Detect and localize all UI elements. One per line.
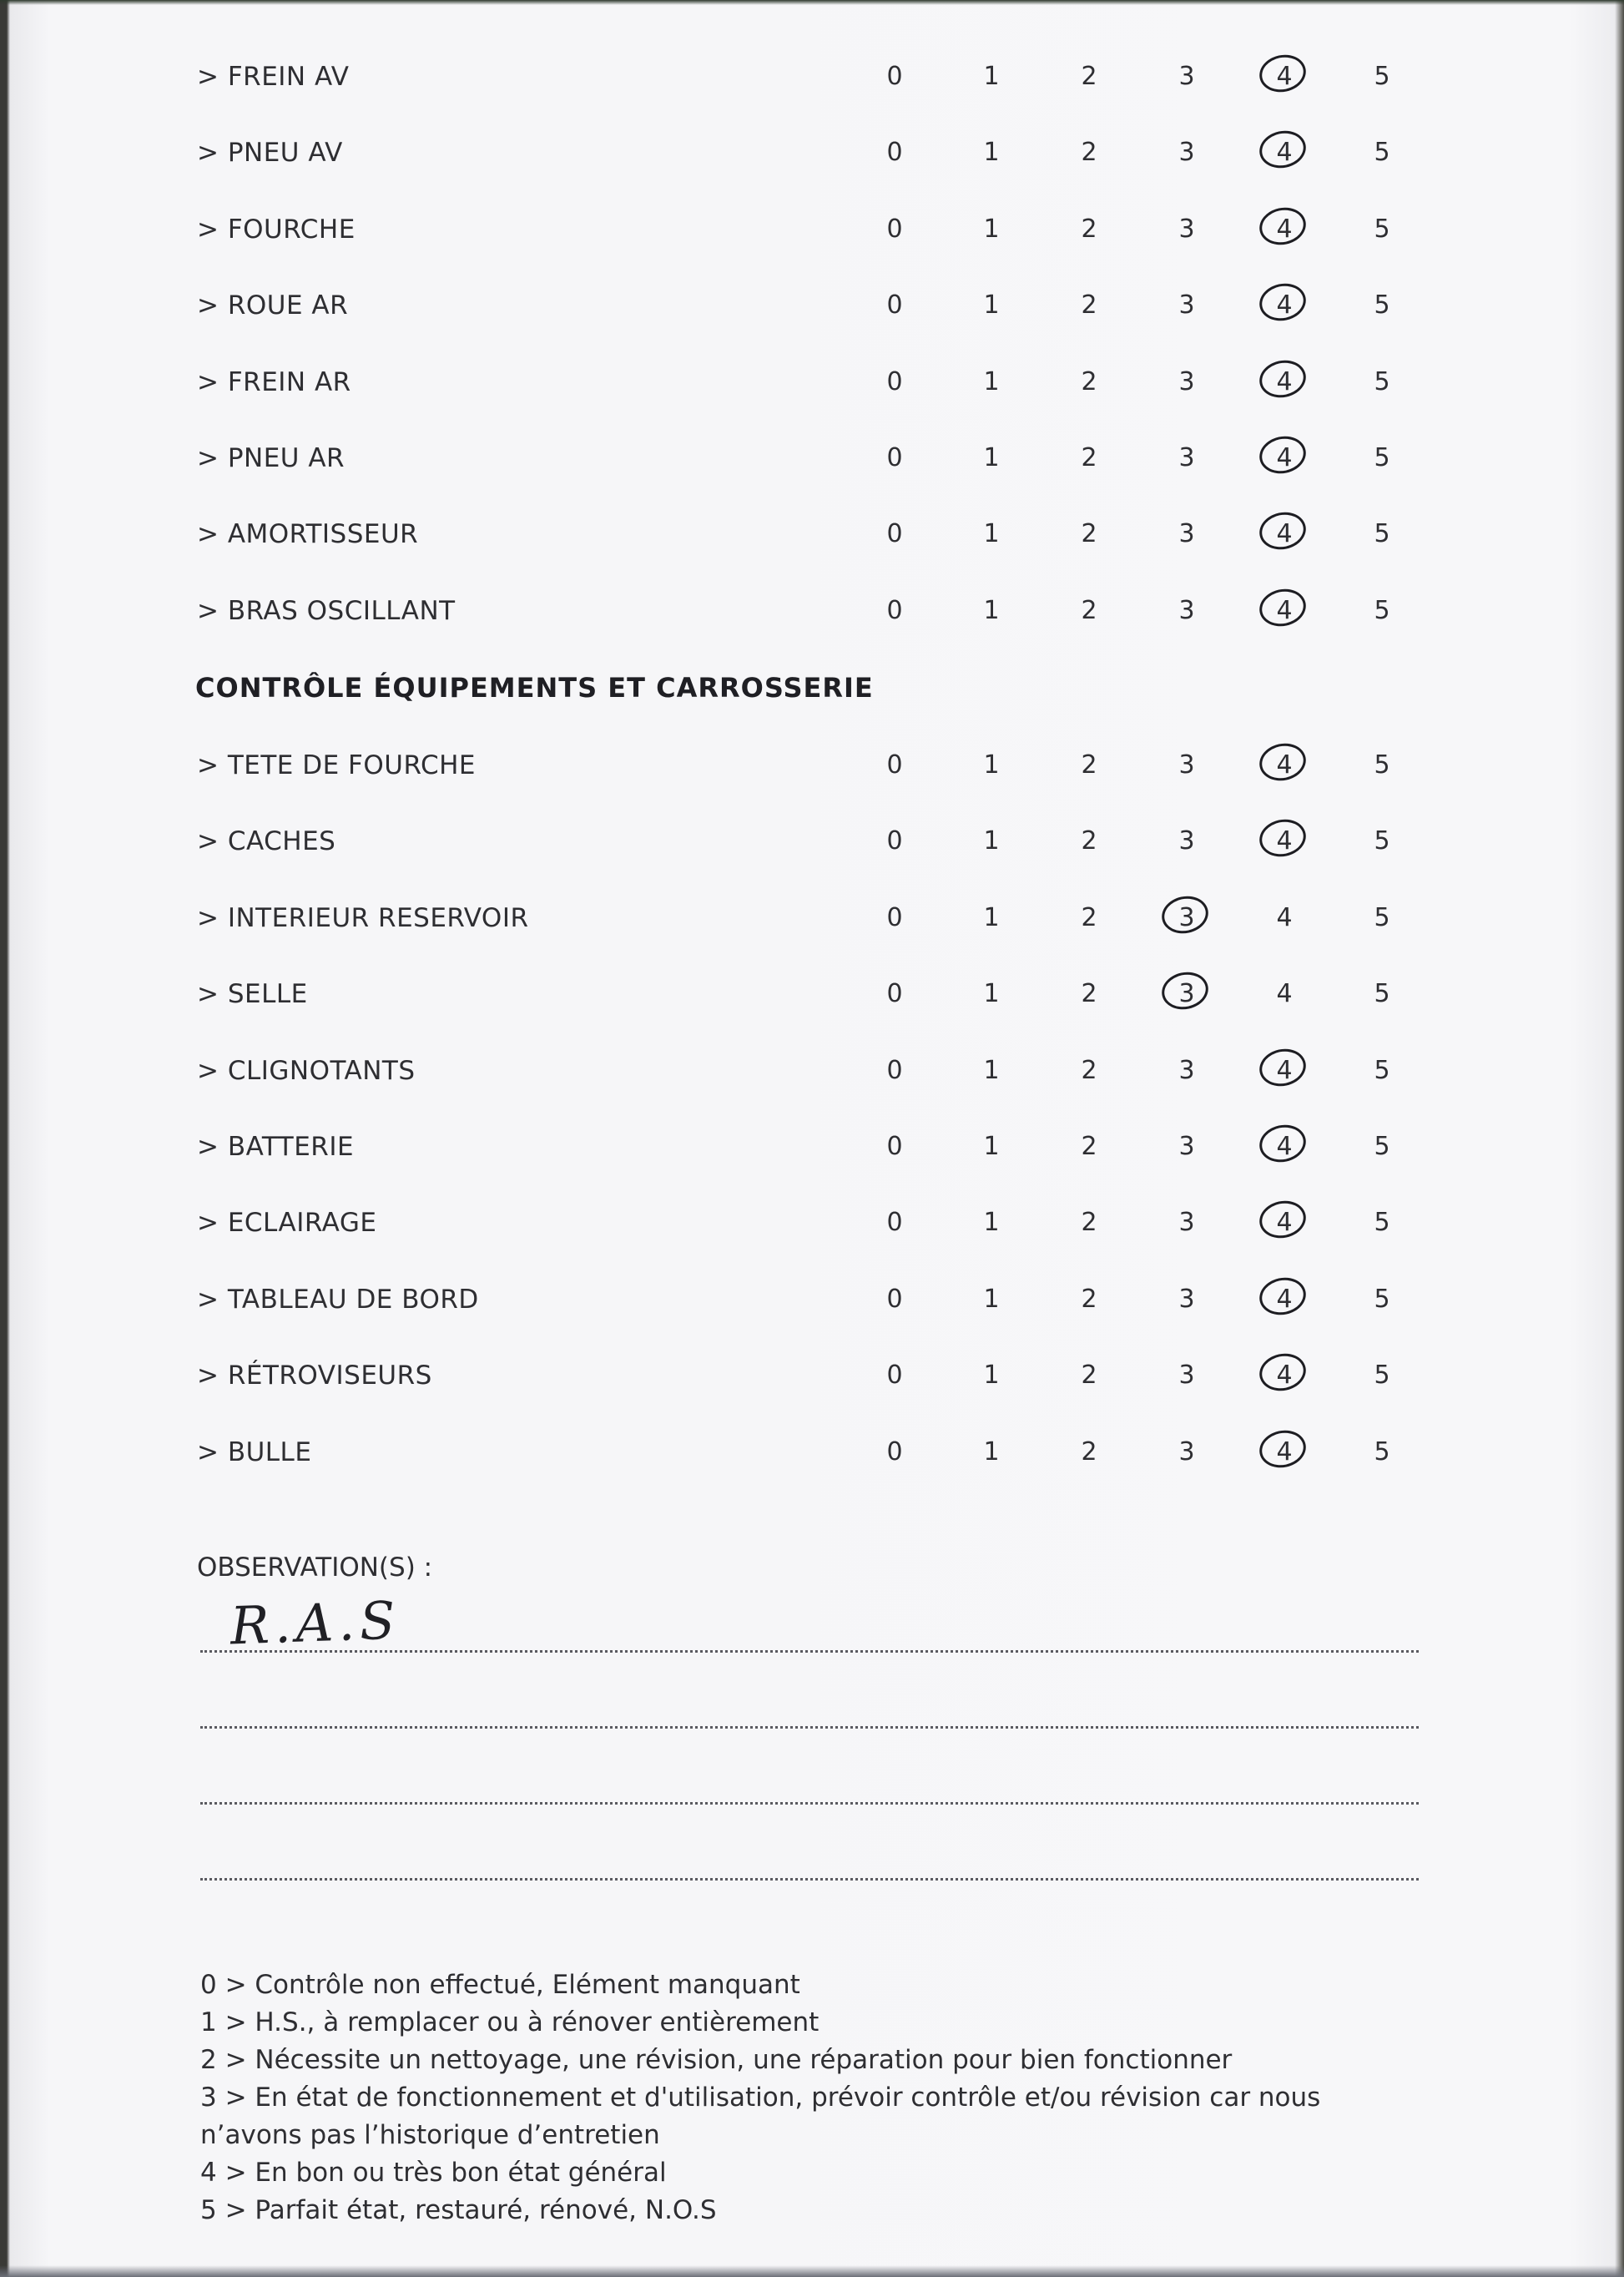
observation-line-2 bbox=[200, 1726, 1419, 1729]
item-label: > FREIN AR bbox=[197, 367, 351, 397]
score-option-3[interactable]: 3 bbox=[1178, 1056, 1195, 1085]
score-option-1[interactable]: 1 bbox=[983, 1437, 1000, 1467]
score-option-2[interactable]: 2 bbox=[1081, 903, 1097, 932]
selected-score-circle bbox=[1256, 815, 1309, 861]
selected-score-mark bbox=[1268, 290, 1301, 324]
selected-score-circle bbox=[1158, 892, 1212, 938]
selected-score-mark bbox=[1268, 443, 1301, 477]
checklist-row bbox=[0, 1204, 1624, 1246]
item-label: > ECLAIRAGE bbox=[197, 1208, 377, 1238]
score-option-5[interactable]: 5 bbox=[1374, 62, 1390, 91]
score-option-4[interactable]: 4 bbox=[1276, 903, 1293, 932]
selected-score-mark bbox=[1268, 1208, 1301, 1241]
legend-line-3-continued: n’avons pas l’historique d’entretien bbox=[200, 2120, 660, 2150]
score-option-1[interactable]: 1 bbox=[983, 903, 1000, 932]
score-option-5[interactable]: 5 bbox=[1374, 1285, 1390, 1314]
legend-line-5: 5 > Parfait état, restauré, rénové, N.O.S bbox=[200, 2195, 717, 2225]
selected-score-circle bbox=[1256, 508, 1309, 554]
score-option-0[interactable]: 0 bbox=[886, 290, 903, 320]
score-option-0[interactable]: 0 bbox=[886, 138, 903, 167]
selected-score-circle bbox=[1256, 1274, 1309, 1320]
score-option-1[interactable]: 1 bbox=[983, 443, 1000, 472]
score-option-4[interactable]: 4 bbox=[1276, 215, 1293, 244]
score-option-2[interactable]: 2 bbox=[1081, 1437, 1097, 1467]
selected-score-mark bbox=[1268, 1361, 1301, 1394]
selected-score-circle bbox=[1256, 280, 1309, 326]
score-option-5[interactable]: 5 bbox=[1374, 979, 1390, 1008]
score-option-1[interactable]: 1 bbox=[983, 1208, 1000, 1237]
score-option-2[interactable]: 2 bbox=[1081, 750, 1097, 780]
item-label: > SELLE bbox=[197, 979, 308, 1009]
item-label: > BRAS OSCILLANT bbox=[197, 596, 456, 626]
checklist-row bbox=[0, 1434, 1624, 1476]
score-option-5[interactable]: 5 bbox=[1374, 443, 1390, 472]
score-option-4[interactable]: 4 bbox=[1276, 826, 1293, 856]
item-label: > BATTERIE bbox=[197, 1132, 355, 1162]
score-option-3[interactable]: 3 bbox=[1178, 1361, 1195, 1390]
legend-line-4: 4 > En bon ou très bon état général bbox=[200, 2158, 667, 2188]
score-option-5[interactable]: 5 bbox=[1374, 750, 1390, 780]
item-label: > INTERIEUR RESERVOIR bbox=[197, 903, 529, 933]
selected-score-mark bbox=[1268, 62, 1301, 95]
selected-score-circle bbox=[1256, 1045, 1309, 1091]
paper-edge-top bbox=[0, 0, 1624, 5]
score-option-3[interactable]: 3 bbox=[1178, 367, 1195, 396]
score-option-0[interactable]: 0 bbox=[886, 1437, 903, 1467]
checklist-row bbox=[0, 747, 1624, 789]
score-option-3[interactable]: 3 bbox=[1178, 290, 1195, 320]
score-option-4[interactable]: 4 bbox=[1276, 1056, 1293, 1085]
selected-score-circle bbox=[1256, 432, 1309, 478]
score-option-3[interactable]: 3 bbox=[1178, 979, 1195, 1008]
score-option-3[interactable]: 3 bbox=[1178, 1285, 1195, 1314]
score-option-2[interactable]: 2 bbox=[1081, 1361, 1097, 1390]
score-option-3[interactable]: 3 bbox=[1178, 1208, 1195, 1237]
score-option-1[interactable]: 1 bbox=[983, 1132, 1000, 1161]
legend-line-0: 0 > Contrôle non effectué, Elément manquant bbox=[200, 1970, 800, 2000]
score-option-2[interactable]: 2 bbox=[1081, 1132, 1097, 1161]
selected-score-mark bbox=[1170, 979, 1203, 1012]
legend-line-3: 3 > En état de fonctionnement et d'utilisation, prévoir contrôle et/ou révision car nous bbox=[200, 2083, 1321, 2113]
checklist-row bbox=[0, 1053, 1624, 1094]
score-option-0[interactable]: 0 bbox=[886, 1208, 903, 1237]
section-title: CONTRÔLE ÉQUIPEMENTS ET CARROSSERIE bbox=[195, 672, 874, 704]
score-option-4[interactable]: 4 bbox=[1276, 138, 1293, 167]
score-option-3[interactable]: 3 bbox=[1178, 750, 1195, 780]
score-option-0[interactable]: 0 bbox=[886, 443, 903, 472]
selected-score-circle bbox=[1256, 1426, 1309, 1472]
score-option-4[interactable]: 4 bbox=[1276, 1361, 1293, 1390]
score-option-3[interactable]: 3 bbox=[1178, 1437, 1195, 1467]
item-label: > ROUE AR bbox=[197, 290, 349, 321]
score-option-4[interactable]: 4 bbox=[1276, 1437, 1293, 1467]
score-option-1[interactable]: 1 bbox=[983, 138, 1000, 167]
score-option-4[interactable]: 4 bbox=[1276, 1208, 1293, 1237]
selected-score-circle bbox=[1256, 1121, 1309, 1167]
score-option-1[interactable]: 1 bbox=[983, 1056, 1000, 1085]
score-option-4[interactable]: 4 bbox=[1276, 367, 1293, 396]
score-option-3[interactable]: 3 bbox=[1178, 62, 1195, 91]
item-label: > PNEU AR bbox=[197, 443, 345, 473]
score-option-5[interactable]: 5 bbox=[1374, 1361, 1390, 1390]
item-label: > AMORTISSEUR bbox=[197, 519, 419, 549]
score-option-3[interactable]: 3 bbox=[1178, 826, 1195, 856]
checklist-row bbox=[0, 440, 1624, 482]
score-option-5[interactable]: 5 bbox=[1374, 519, 1390, 548]
legend-line-2: 2 > Nécessite un nettoyage, une révision, une réparation pour bien fonctionner bbox=[200, 2045, 1233, 2075]
selected-score-mark bbox=[1268, 1437, 1301, 1471]
score-option-0[interactable]: 0 bbox=[886, 1132, 903, 1161]
selected-score-circle bbox=[1256, 51, 1309, 97]
score-option-4[interactable]: 4 bbox=[1276, 750, 1293, 780]
score-option-2[interactable]: 2 bbox=[1081, 62, 1097, 91]
score-option-3[interactable]: 3 bbox=[1178, 903, 1195, 932]
checklist-row bbox=[0, 900, 1624, 942]
score-option-3[interactable]: 3 bbox=[1178, 138, 1195, 167]
item-label: > PNEU AV bbox=[197, 138, 343, 168]
score-option-0[interactable]: 0 bbox=[886, 367, 903, 396]
score-option-4[interactable]: 4 bbox=[1276, 290, 1293, 320]
rating-legend bbox=[200, 1966, 1320, 2229]
score-option-2[interactable]: 2 bbox=[1081, 367, 1097, 396]
score-option-3[interactable]: 3 bbox=[1178, 215, 1195, 244]
score-option-4[interactable]: 4 bbox=[1276, 1285, 1293, 1314]
checklist-row bbox=[0, 287, 1624, 329]
checklist-row bbox=[0, 211, 1624, 253]
selected-score-circle bbox=[1256, 1350, 1309, 1396]
score-option-0[interactable]: 0 bbox=[886, 1056, 903, 1085]
score-option-5[interactable]: 5 bbox=[1374, 596, 1390, 625]
score-option-2[interactable]: 2 bbox=[1081, 979, 1097, 1008]
score-option-4[interactable]: 4 bbox=[1276, 1132, 1293, 1161]
score-option-5[interactable]: 5 bbox=[1374, 290, 1390, 320]
score-option-5[interactable]: 5 bbox=[1374, 1437, 1390, 1467]
score-option-1[interactable]: 1 bbox=[983, 826, 1000, 856]
score-option-0[interactable]: 0 bbox=[886, 215, 903, 244]
score-option-0[interactable]: 0 bbox=[886, 1361, 903, 1390]
score-option-5[interactable]: 5 bbox=[1374, 138, 1390, 167]
score-option-1[interactable]: 1 bbox=[983, 750, 1000, 780]
checklist-row bbox=[0, 364, 1624, 406]
observation-line-4 bbox=[200, 1878, 1419, 1881]
score-option-4[interactable]: 4 bbox=[1276, 596, 1293, 625]
observations-handwriting: R.A.S bbox=[229, 1589, 401, 1657]
score-option-4[interactable]: 4 bbox=[1276, 62, 1293, 91]
score-option-0[interactable]: 0 bbox=[886, 903, 903, 932]
selected-score-circle bbox=[1256, 204, 1309, 250]
legend-line-1: 1 > H.S., à remplacer ou à rénover entièrement bbox=[200, 2007, 820, 2037]
checklist-row bbox=[0, 1281, 1624, 1323]
score-option-0[interactable]: 0 bbox=[886, 1285, 903, 1314]
selected-score-circle bbox=[1158, 968, 1212, 1014]
checklist-row bbox=[0, 593, 1624, 634]
selected-score-circle bbox=[1256, 1197, 1309, 1243]
score-option-1[interactable]: 1 bbox=[983, 1361, 1000, 1390]
score-option-2[interactable]: 2 bbox=[1081, 826, 1097, 856]
score-option-4[interactable]: 4 bbox=[1276, 979, 1293, 1008]
score-option-2[interactable]: 2 bbox=[1081, 596, 1097, 625]
score-option-0[interactable]: 0 bbox=[886, 826, 903, 856]
score-option-4[interactable]: 4 bbox=[1276, 519, 1293, 548]
score-option-1[interactable]: 1 bbox=[983, 215, 1000, 244]
score-option-1[interactable]: 1 bbox=[983, 596, 1000, 625]
score-option-0[interactable]: 0 bbox=[886, 596, 903, 625]
selected-score-circle bbox=[1256, 356, 1309, 402]
checklist-row bbox=[0, 134, 1624, 176]
item-label: > RÉTROVISEURS bbox=[197, 1361, 432, 1391]
score-option-5[interactable]: 5 bbox=[1374, 367, 1390, 396]
score-option-2[interactable]: 2 bbox=[1081, 519, 1097, 548]
score-option-1[interactable]: 1 bbox=[983, 979, 1000, 1008]
item-label: > TABLEAU DE BORD bbox=[197, 1285, 479, 1315]
score-option-0[interactable]: 0 bbox=[886, 519, 903, 548]
score-option-1[interactable]: 1 bbox=[983, 290, 1000, 320]
score-option-5[interactable]: 5 bbox=[1374, 1132, 1390, 1161]
score-option-1[interactable]: 1 bbox=[983, 1285, 1000, 1314]
score-option-3[interactable]: 3 bbox=[1178, 519, 1195, 548]
checklist-row bbox=[0, 1128, 1624, 1170]
item-label: > FREIN AV bbox=[197, 62, 350, 92]
selected-score-mark bbox=[1268, 1056, 1301, 1089]
item-label: > CLIGNOTANTS bbox=[197, 1056, 416, 1086]
selected-score-mark bbox=[1268, 367, 1301, 401]
score-option-2[interactable]: 2 bbox=[1081, 1056, 1097, 1085]
selected-score-circle bbox=[1256, 585, 1309, 631]
score-option-1[interactable]: 1 bbox=[983, 519, 1000, 548]
paper-edge-bottom bbox=[0, 2265, 1624, 2277]
selected-score-mark bbox=[1268, 138, 1301, 171]
score-option-4[interactable]: 4 bbox=[1276, 443, 1293, 472]
score-option-2[interactable]: 2 bbox=[1081, 1208, 1097, 1237]
item-label: > CACHES bbox=[197, 826, 336, 856]
item-label: > FOURCHE bbox=[197, 215, 356, 245]
score-option-2[interactable]: 2 bbox=[1081, 1285, 1097, 1314]
score-option-5[interactable]: 5 bbox=[1374, 1208, 1390, 1237]
checklist-row bbox=[0, 976, 1624, 1017]
selected-score-mark bbox=[1268, 750, 1301, 784]
item-label: > BULLE bbox=[197, 1437, 312, 1467]
score-option-1[interactable]: 1 bbox=[983, 367, 1000, 396]
checklist-row bbox=[0, 1357, 1624, 1399]
score-option-2[interactable]: 2 bbox=[1081, 215, 1097, 244]
score-option-0[interactable]: 0 bbox=[886, 979, 903, 1008]
score-option-1[interactable]: 1 bbox=[983, 62, 1000, 91]
score-option-3[interactable]: 3 bbox=[1178, 596, 1195, 625]
selected-score-circle bbox=[1256, 740, 1309, 785]
checklist-row bbox=[0, 516, 1624, 558]
score-option-3[interactable]: 3 bbox=[1178, 1132, 1195, 1161]
score-option-5[interactable]: 5 bbox=[1374, 1056, 1390, 1085]
observations-title: OBSERVATION(S) : bbox=[197, 1552, 433, 1583]
checklist-row bbox=[0, 58, 1624, 100]
selected-score-circle bbox=[1256, 127, 1309, 173]
score-option-5[interactable]: 5 bbox=[1374, 903, 1390, 932]
selected-score-mark bbox=[1268, 1285, 1301, 1318]
score-option-2[interactable]: 2 bbox=[1081, 138, 1097, 167]
item-label: > TETE DE FOURCHE bbox=[197, 750, 476, 780]
score-option-5[interactable]: 5 bbox=[1374, 215, 1390, 244]
score-option-0[interactable]: 0 bbox=[886, 62, 903, 91]
selected-score-mark bbox=[1268, 519, 1301, 553]
selected-score-mark bbox=[1268, 215, 1301, 248]
score-option-3[interactable]: 3 bbox=[1178, 443, 1195, 472]
score-option-2[interactable]: 2 bbox=[1081, 290, 1097, 320]
selected-score-mark bbox=[1170, 903, 1203, 937]
score-option-2[interactable]: 2 bbox=[1081, 443, 1097, 472]
score-option-5[interactable]: 5 bbox=[1374, 826, 1390, 856]
score-option-0[interactable]: 0 bbox=[886, 750, 903, 780]
observation-line-3 bbox=[200, 1802, 1419, 1805]
observation-line-1 bbox=[200, 1650, 1419, 1653]
selected-score-mark bbox=[1268, 596, 1301, 629]
selected-score-mark bbox=[1268, 826, 1301, 860]
checklist-row bbox=[0, 823, 1624, 865]
selected-score-mark bbox=[1268, 1132, 1301, 1165]
